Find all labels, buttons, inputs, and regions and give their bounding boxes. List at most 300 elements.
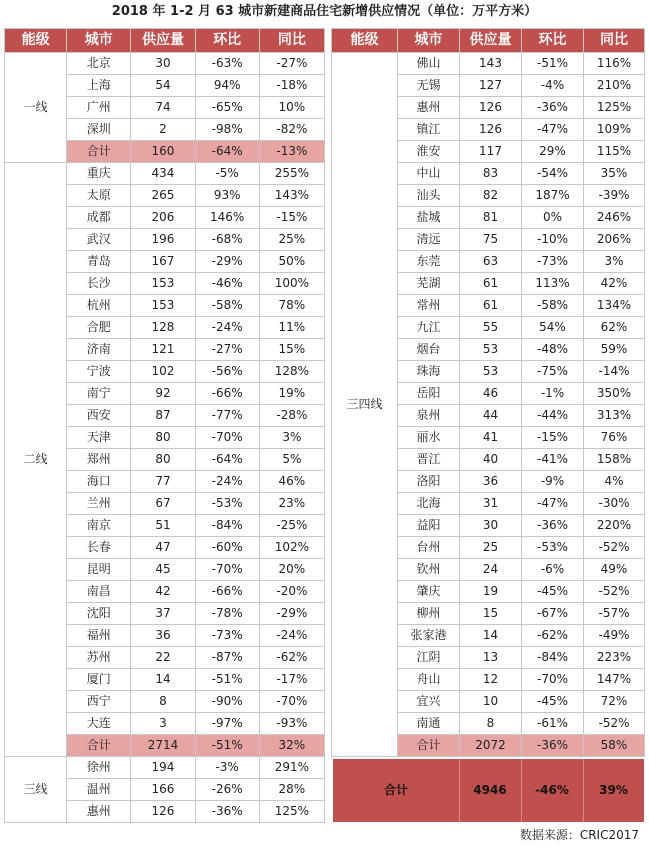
supply-cell: 31 xyxy=(460,493,522,515)
yoy-cell: 147% xyxy=(584,669,645,691)
city-cell: 江阴 xyxy=(398,647,460,669)
yoy-cell: -14% xyxy=(584,361,645,383)
mom-cell: -4% xyxy=(522,75,584,97)
mom-cell: -51% xyxy=(195,735,259,757)
yoy-cell: 28% xyxy=(259,779,324,801)
city-cell: 泉州 xyxy=(398,405,460,427)
city-cell: 合计 xyxy=(398,735,460,757)
header-mom: 环比 xyxy=(195,29,259,53)
yoy-cell: 49% xyxy=(584,559,645,581)
mom-cell: -64% xyxy=(195,141,259,163)
city-cell: 无锡 xyxy=(398,75,460,97)
supply-cell: 83 xyxy=(460,163,522,185)
yoy-cell: 128% xyxy=(259,361,324,383)
mom-cell: -56% xyxy=(195,361,259,383)
city-cell: 清远 xyxy=(398,229,460,251)
supply-cell: 126 xyxy=(460,97,522,119)
report-title: 2018 年 1-2 月 63 城市新建商品住宅新增供应情况（单位：万平方米） xyxy=(111,4,538,19)
mom-cell: -58% xyxy=(195,295,259,317)
city-cell: 惠州 xyxy=(67,801,131,823)
mom-cell: -66% xyxy=(195,383,259,405)
supply-cell: 19 xyxy=(460,581,522,603)
mom-cell: -15% xyxy=(522,427,584,449)
supply-cell: 63 xyxy=(460,251,522,273)
mom-cell: -26% xyxy=(195,779,259,801)
mom-cell: -84% xyxy=(522,647,584,669)
mom-cell: -84% xyxy=(195,515,259,537)
city-cell: 长春 xyxy=(67,537,131,559)
city-cell: 张家港 xyxy=(398,625,460,647)
city-cell: 九江 xyxy=(398,317,460,339)
header-row xyxy=(5,29,325,53)
mom-cell: -70% xyxy=(195,427,259,449)
city-cell: 丽水 xyxy=(398,427,460,449)
city-cell: 南京 xyxy=(67,515,131,537)
yoy-cell: 23% xyxy=(259,493,324,515)
city-cell: 重庆 xyxy=(67,163,131,185)
city-cell: 沈阳 xyxy=(67,603,131,625)
supply-cell: 82 xyxy=(460,185,522,207)
yoy-cell: -28% xyxy=(259,405,324,427)
yoy-cell: 78% xyxy=(259,295,324,317)
mom-cell: -66% xyxy=(195,581,259,603)
yoy-cell: 134% xyxy=(584,295,645,317)
mom-cell: -70% xyxy=(522,669,584,691)
city-cell: 天津 xyxy=(67,427,131,449)
city-cell: 青岛 xyxy=(67,251,131,273)
mom-cell: -6% xyxy=(522,559,584,581)
header-supply: 供应量 xyxy=(131,29,195,53)
mom-cell: -65% xyxy=(195,97,259,119)
supply-cell: 37 xyxy=(131,603,195,625)
supply-cell: 30 xyxy=(460,515,522,537)
supply-cell: 15 xyxy=(460,603,522,625)
yoy-cell: 72% xyxy=(584,691,645,713)
yoy-cell: 102% xyxy=(259,537,324,559)
city-cell: 广州 xyxy=(67,97,131,119)
city-cell: 太原 xyxy=(67,185,131,207)
city-cell: 福州 xyxy=(67,625,131,647)
yoy-cell: 125% xyxy=(259,801,324,823)
data-source-note: 数据来源：CRIC2017 xyxy=(519,828,639,842)
supply-cell: 22 xyxy=(131,647,195,669)
city-cell: 肇庆 xyxy=(398,581,460,603)
mom-cell: -24% xyxy=(195,317,259,339)
supply-cell: 80 xyxy=(131,449,195,471)
mom-cell: -77% xyxy=(195,405,259,427)
city-cell: 西宁 xyxy=(67,691,131,713)
mom-cell: -27% xyxy=(195,339,259,361)
supply-cell: 167 xyxy=(131,251,195,273)
mom-cell: -5% xyxy=(195,163,259,185)
yoy-cell: 350% xyxy=(584,383,645,405)
supply-cell: 24 xyxy=(460,559,522,581)
grand-total-mom: -46% xyxy=(535,783,569,797)
header-mom: 环比 xyxy=(522,29,584,53)
yoy-cell: 3% xyxy=(259,427,324,449)
table-row xyxy=(5,163,325,185)
yoy-cell: -24% xyxy=(259,625,324,647)
city-cell: 长沙 xyxy=(67,273,131,295)
supply-cell: 434 xyxy=(131,163,195,185)
yoy-cell: 109% xyxy=(584,119,645,141)
supply-cell: 40 xyxy=(460,449,522,471)
mom-cell: -47% xyxy=(522,493,584,515)
yoy-cell: -49% xyxy=(584,625,645,647)
supply-cell: 194 xyxy=(131,757,195,779)
header-yoy: 同比 xyxy=(584,29,645,53)
yoy-cell: 58% xyxy=(584,735,645,757)
mom-cell: -41% xyxy=(522,449,584,471)
supply-cell: 2714 xyxy=(131,735,195,757)
mom-cell: 113% xyxy=(522,273,584,295)
mom-cell: -98% xyxy=(195,119,259,141)
city-cell: 北海 xyxy=(398,493,460,515)
city-cell: 合肥 xyxy=(67,317,131,339)
mom-cell: -60% xyxy=(195,537,259,559)
tier-cell: 一线 xyxy=(5,53,67,163)
mom-cell: -36% xyxy=(522,735,584,757)
supply-cell: 75 xyxy=(460,229,522,251)
supply-cell: 14 xyxy=(131,669,195,691)
yoy-cell: 125% xyxy=(584,97,645,119)
yoy-cell: 15% xyxy=(259,339,324,361)
yoy-cell: -13% xyxy=(259,141,324,163)
city-cell: 烟台 xyxy=(398,339,460,361)
yoy-cell: 35% xyxy=(584,163,645,185)
mom-cell: -63% xyxy=(195,53,259,75)
yoy-cell: -27% xyxy=(259,53,324,75)
supply-cell: 92 xyxy=(131,383,195,405)
city-cell: 深圳 xyxy=(67,119,131,141)
supply-cell: 12 xyxy=(460,669,522,691)
supply-cell: 166 xyxy=(131,779,195,801)
supply-table-right xyxy=(331,28,645,757)
supply-cell: 3 xyxy=(131,713,195,735)
mom-cell: -45% xyxy=(522,691,584,713)
header-city: 城市 xyxy=(67,29,131,53)
supply-cell: 143 xyxy=(460,53,522,75)
mom-cell: -53% xyxy=(522,537,584,559)
supply-cell: 36 xyxy=(131,625,195,647)
grand-total-label: 合计 xyxy=(383,783,408,797)
yoy-cell: 62% xyxy=(584,317,645,339)
city-cell: 东莞 xyxy=(398,251,460,273)
yoy-cell: 50% xyxy=(259,251,324,273)
mom-cell: -64% xyxy=(195,449,259,471)
city-cell: 柳州 xyxy=(398,603,460,625)
mom-cell: -1% xyxy=(522,383,584,405)
mom-cell: -3% xyxy=(195,757,259,779)
mom-cell: -46% xyxy=(195,273,259,295)
header-tier: 能级 xyxy=(332,29,398,53)
grand-total-divider xyxy=(583,759,584,822)
mom-cell: -48% xyxy=(522,339,584,361)
supply-cell: 77 xyxy=(131,471,195,493)
grand-total-yoy: 39% xyxy=(599,783,628,797)
mom-cell: 54% xyxy=(522,317,584,339)
mom-cell: -78% xyxy=(195,603,259,625)
yoy-cell: 143% xyxy=(259,185,324,207)
supply-cell: 54 xyxy=(131,75,195,97)
grand-total-divider xyxy=(521,759,522,822)
yoy-cell: 5% xyxy=(259,449,324,471)
supply-cell: 44 xyxy=(460,405,522,427)
city-cell: 淮安 xyxy=(398,141,460,163)
supply-cell: 128 xyxy=(131,317,195,339)
city-cell: 南宁 xyxy=(67,383,131,405)
supply-cell: 8 xyxy=(131,691,195,713)
yoy-cell: 42% xyxy=(584,273,645,295)
mom-cell: -61% xyxy=(522,713,584,735)
city-cell: 南通 xyxy=(398,713,460,735)
supply-cell: 117 xyxy=(460,141,522,163)
city-cell: 成都 xyxy=(67,207,131,229)
yoy-cell: -29% xyxy=(259,603,324,625)
supply-cell: 121 xyxy=(131,339,195,361)
grand-total-supply: 4946 xyxy=(473,783,507,797)
supply-cell: 47 xyxy=(131,537,195,559)
mom-cell: -73% xyxy=(195,625,259,647)
city-cell: 晋江 xyxy=(398,449,460,471)
city-cell: 舟山 xyxy=(398,669,460,691)
supply-cell: 51 xyxy=(131,515,195,537)
mom-cell: -51% xyxy=(522,53,584,75)
supply-cell: 81 xyxy=(460,207,522,229)
city-cell: 珠海 xyxy=(398,361,460,383)
yoy-cell: -62% xyxy=(259,647,324,669)
mom-cell: -62% xyxy=(522,625,584,647)
supply-cell: 45 xyxy=(131,559,195,581)
yoy-cell: 246% xyxy=(584,207,645,229)
yoy-cell: 210% xyxy=(584,75,645,97)
mom-cell: -90% xyxy=(195,691,259,713)
city-cell: 宁波 xyxy=(67,361,131,383)
supply-cell: 13 xyxy=(460,647,522,669)
grand-total-divider xyxy=(459,759,460,822)
city-cell: 温州 xyxy=(67,779,131,801)
mom-cell: -75% xyxy=(522,361,584,383)
tier-cell: 二线 xyxy=(5,163,67,757)
yoy-cell: -93% xyxy=(259,713,324,735)
supply-cell: 196 xyxy=(131,229,195,251)
header-supply: 供应量 xyxy=(460,29,522,53)
mom-cell: -45% xyxy=(522,581,584,603)
header-yoy: 同比 xyxy=(259,29,324,53)
city-cell: 惠州 xyxy=(398,97,460,119)
yoy-cell: -18% xyxy=(259,75,324,97)
city-cell: 中山 xyxy=(398,163,460,185)
table-row xyxy=(5,757,325,779)
supply-cell: 25 xyxy=(460,537,522,559)
yoy-cell: 206% xyxy=(584,229,645,251)
city-cell: 佛山 xyxy=(398,53,460,75)
mom-cell: -68% xyxy=(195,229,259,251)
supply-cell: 160 xyxy=(131,141,195,163)
city-cell: 钦州 xyxy=(398,559,460,581)
yoy-cell: 100% xyxy=(259,273,324,295)
yoy-cell: 32% xyxy=(259,735,324,757)
yoy-cell: -20% xyxy=(259,581,324,603)
city-cell: 徐州 xyxy=(67,757,131,779)
yoy-cell: -17% xyxy=(259,669,324,691)
mom-cell: -58% xyxy=(522,295,584,317)
supply-cell: 127 xyxy=(460,75,522,97)
yoy-cell: 19% xyxy=(259,383,324,405)
city-cell: 西安 xyxy=(67,405,131,427)
city-cell: 杭州 xyxy=(67,295,131,317)
header-city: 城市 xyxy=(398,29,460,53)
city-cell: 常州 xyxy=(398,295,460,317)
yoy-cell: 4% xyxy=(584,471,645,493)
yoy-cell: 313% xyxy=(584,405,645,427)
yoy-cell: 25% xyxy=(259,229,324,251)
supply-cell: 67 xyxy=(131,493,195,515)
supply-cell: 41 xyxy=(460,427,522,449)
tier-cell: 三线 xyxy=(5,757,67,823)
supply-cell: 53 xyxy=(460,361,522,383)
supply-cell: 8 xyxy=(460,713,522,735)
mom-cell: -87% xyxy=(195,647,259,669)
mom-cell: -44% xyxy=(522,405,584,427)
yoy-cell: -39% xyxy=(584,185,645,207)
yoy-cell: 59% xyxy=(584,339,645,361)
city-cell: 兰州 xyxy=(67,493,131,515)
header-tier: 能级 xyxy=(5,29,67,53)
yoy-cell: -30% xyxy=(584,493,645,515)
city-cell: 益阳 xyxy=(398,515,460,537)
city-cell: 大连 xyxy=(67,713,131,735)
yoy-cell: 11% xyxy=(259,317,324,339)
yoy-cell: 76% xyxy=(584,427,645,449)
supply-cell: 87 xyxy=(131,405,195,427)
supply-cell: 126 xyxy=(460,119,522,141)
supply-cell: 55 xyxy=(460,317,522,339)
yoy-cell: -57% xyxy=(584,603,645,625)
yoy-cell: -52% xyxy=(584,537,645,559)
city-cell: 海口 xyxy=(67,471,131,493)
mom-cell: -53% xyxy=(195,493,259,515)
city-cell: 昆明 xyxy=(67,559,131,581)
yoy-cell: 116% xyxy=(584,53,645,75)
city-cell: 上海 xyxy=(67,75,131,97)
city-cell: 北京 xyxy=(67,53,131,75)
yoy-cell: -25% xyxy=(259,515,324,537)
supply-cell: 61 xyxy=(460,295,522,317)
mom-cell: -9% xyxy=(522,471,584,493)
yoy-cell: 46% xyxy=(259,471,324,493)
supply-cell: 14 xyxy=(460,625,522,647)
yoy-cell: 3% xyxy=(584,251,645,273)
mom-cell: -97% xyxy=(195,713,259,735)
city-cell: 济南 xyxy=(67,339,131,361)
supply-cell: 265 xyxy=(131,185,195,207)
city-cell: 武汉 xyxy=(67,229,131,251)
yoy-cell: 10% xyxy=(259,97,324,119)
city-cell: 台州 xyxy=(398,537,460,559)
yoy-cell: 223% xyxy=(584,647,645,669)
yoy-cell: -82% xyxy=(259,119,324,141)
mom-cell: 94% xyxy=(195,75,259,97)
supply-cell: 2072 xyxy=(460,735,522,757)
mom-cell: -70% xyxy=(195,559,259,581)
supply-table-left xyxy=(4,28,325,823)
mom-cell: -51% xyxy=(195,669,259,691)
mom-cell: 29% xyxy=(522,141,584,163)
city-cell: 宜兴 xyxy=(398,691,460,713)
mom-cell: -73% xyxy=(522,251,584,273)
supply-cell: 74 xyxy=(131,97,195,119)
city-cell: 盐城 xyxy=(398,207,460,229)
yoy-cell: 220% xyxy=(584,515,645,537)
yoy-cell: 115% xyxy=(584,141,645,163)
supply-cell: 206 xyxy=(131,207,195,229)
mom-cell: -67% xyxy=(522,603,584,625)
yoy-cell: 20% xyxy=(259,559,324,581)
city-cell: 南昌 xyxy=(67,581,131,603)
city-cell: 合计 xyxy=(67,141,131,163)
mom-cell: -54% xyxy=(522,163,584,185)
mom-cell: -36% xyxy=(195,801,259,823)
grand-total-block xyxy=(333,759,644,822)
supply-cell: 153 xyxy=(131,273,195,295)
yoy-cell: -15% xyxy=(259,207,324,229)
city-cell: 洛阳 xyxy=(398,471,460,493)
supply-cell: 102 xyxy=(131,361,195,383)
supply-cell: 42 xyxy=(131,581,195,603)
supply-cell: 46 xyxy=(460,383,522,405)
city-cell: 芜湖 xyxy=(398,273,460,295)
supply-cell: 36 xyxy=(460,471,522,493)
supply-cell: 80 xyxy=(131,427,195,449)
yoy-cell: -52% xyxy=(584,581,645,603)
table-row xyxy=(5,53,325,75)
supply-cell: 10 xyxy=(460,691,522,713)
yoy-cell: 158% xyxy=(584,449,645,471)
mom-cell: -24% xyxy=(195,471,259,493)
mom-cell: -29% xyxy=(195,251,259,273)
mom-cell: 93% xyxy=(195,185,259,207)
city-cell: 岳阳 xyxy=(398,383,460,405)
city-cell: 镇江 xyxy=(398,119,460,141)
yoy-cell: 255% xyxy=(259,163,324,185)
city-cell: 苏州 xyxy=(67,647,131,669)
header-row xyxy=(332,29,645,53)
supply-cell: 61 xyxy=(460,273,522,295)
tier-cell: 三四线 xyxy=(332,53,398,757)
mom-cell: -36% xyxy=(522,515,584,537)
supply-cell: 153 xyxy=(131,295,195,317)
city-cell: 厦门 xyxy=(67,669,131,691)
table-row xyxy=(332,53,645,75)
yoy-cell: -52% xyxy=(584,713,645,735)
supply-cell: 2 xyxy=(131,119,195,141)
mom-cell: -10% xyxy=(522,229,584,251)
mom-cell: -36% xyxy=(522,97,584,119)
city-cell: 汕头 xyxy=(398,185,460,207)
supply-cell: 30 xyxy=(131,53,195,75)
yoy-cell: -70% xyxy=(259,691,324,713)
supply-cell: 53 xyxy=(460,339,522,361)
city-cell: 郑州 xyxy=(67,449,131,471)
mom-cell: 146% xyxy=(195,207,259,229)
mom-cell: 187% xyxy=(522,185,584,207)
mom-cell: -47% xyxy=(522,119,584,141)
city-cell: 合计 xyxy=(67,735,131,757)
supply-cell: 126 xyxy=(131,801,195,823)
yoy-cell: 291% xyxy=(259,757,324,779)
mom-cell: 0% xyxy=(522,207,584,229)
